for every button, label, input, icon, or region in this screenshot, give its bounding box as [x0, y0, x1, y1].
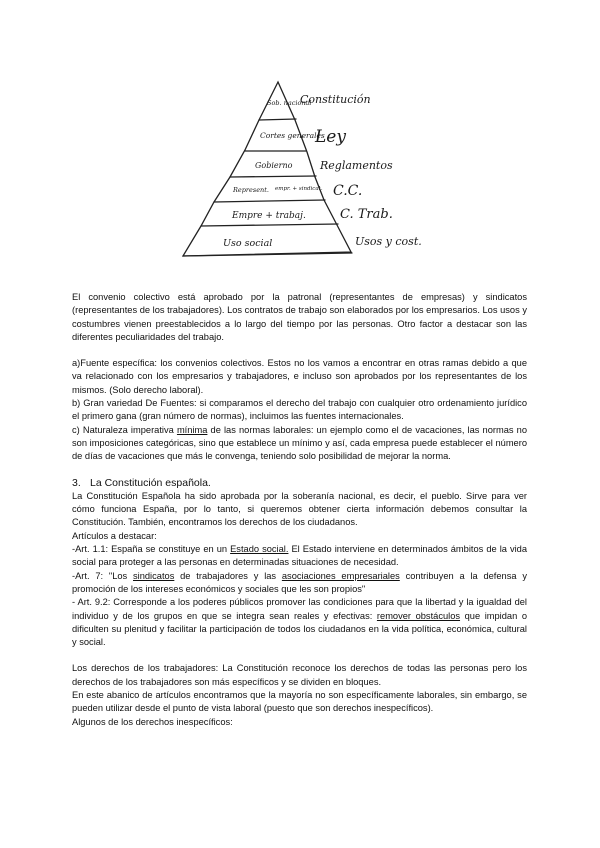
tier-5-inner: Empre + trabaj. [232, 211, 306, 221]
article-7-underline-1: sindicatos [133, 570, 175, 581]
hierarchy-pyramid-sketch [175, 80, 425, 280]
article-1-1-underline: Estado social. [230, 544, 289, 555]
article-7-text-mid: de trabajadores y las [174, 570, 282, 581]
tier-2-inner: Cortes generales [260, 131, 325, 140]
point-c-underline: mínima [176, 424, 208, 435]
point-b: b) Gran variedad De Fuentes: si comparamos el derecho del trabajo con cualquier otro ordenamiento jurídico el primero gana (gran número de normas), incluimos las fuentes internacionales. [72, 398, 527, 422]
tier-1-outer: Constitución [300, 93, 371, 106]
constitution-paragraph: La Constitución Española ha sido aprobada por la soberanía nacional, es decir, el pueblo. Sirve para ver cómo funciona España, por lo tanto, si queremos obtener cierta información debemos consultar la Constitución. También, encontramos los derechos de los ciudadanos. [72, 490, 527, 528]
article-7 [72, 570, 527, 597]
tier-line-4 [214, 200, 325, 202]
tier-5-outer: C. Trab. [340, 207, 393, 222]
tier-2-outer: Ley [315, 127, 346, 147]
point-c-text: c) Naturaleza imperativa [72, 424, 177, 435]
tier-1-inner: Sob. nacional [267, 99, 312, 107]
articles-range-paragraph: En este abanico de artículos encontramos que la mayoría no son específicamente laborales, sin embargo, se pueden utilizar desde el punto de vista laboral (puesto que son derechos inespecíficos). [72, 690, 527, 714]
tier-line-3 [230, 176, 316, 177]
article-9-2 [72, 596, 527, 649]
article-7-text-end: contribuyen a la defensa y promoción de los intereses económicos y sociales que les son propios" [72, 570, 527, 594]
tier-line-1 [259, 119, 296, 120]
tier-4-outer: C.C. [333, 183, 363, 199]
article-9-2-text: - Art. 9.2: Corresponde a los poderes públicos promover las condiciones para que la libertad y la igualdad del individuo y de los grupos en que se integra sean reales y efectivas: [72, 597, 527, 621]
tier-4-inner-2: empr. + sindicat. [275, 186, 323, 192]
article-1-1 [72, 543, 527, 570]
article-9-2-underline: remover obstáculos [376, 610, 461, 621]
tier-line-5 [201, 224, 338, 226]
point-c [72, 424, 527, 464]
intro-paragraph: El convenio colectivo está aprobado por la patronal (representantes de empresas) y sindicatos (representantes de los trabajadores). Los contratos de trabajo son elaborados por los empresarios. Los usos y costumbres vienen preestablecidos a lo largo del tiempo por las personas. Otro factor a destacar son las diferentes peculiaridades del trabajo. [72, 292, 527, 342]
tier-6-inner: Uso social [223, 238, 273, 249]
article-1-1-text-end: El Estado interviene en determinados ámbitos de la vida social para proteger a las personas en determinadas situaciones de necesidad. [72, 544, 527, 568]
tier-3-inner: Gobierno [255, 161, 293, 170]
tier-3-outer: Reglamentos [320, 159, 393, 172]
tier-6-outer: Usos y cost. [355, 235, 422, 248]
workers-rights-paragraph: Los derechos de los trabajadores: La Constitución reconoce los derechos de todas las personas pero los derechos de los trabajadores son más específicos y se dividen en bloques. [72, 663, 527, 687]
article-1-1-text: -Art. 1.1: España se constituye en un [72, 544, 231, 555]
articles-label: Artículos a destacar: [72, 530, 157, 541]
article-7-underline-2: asociaciones empresariales [281, 570, 400, 581]
tier-4-inner: Represent. [233, 186, 269, 194]
document-body [72, 291, 527, 729]
section-number: 3. [72, 476, 81, 489]
point-c-text-end: de las normas laborales: un ejemplo como el de vacaciones, las normas no son imposiciones categóricas, sino que establece un mínimo y así, cada empresa puede establecer el número de días de vacaciones que más le convenga, teniendo solo posibilidad de mejorar la norma. [72, 424, 527, 462]
point-a: a)Fuente específica: los convenios colectivos. Estos no los vamos a encontrar en otras ramas debido a que va relacionado con los empresarios y trabajadores, e incluso son aprobados por los representantes de los mismos. (Solo derecho laboral). [72, 358, 527, 395]
section-heading [72, 477, 527, 490]
nonspecific-rights-label: Algunos de los derechos inespecíficos: [72, 716, 233, 727]
section-title: La Constitución española. [90, 476, 211, 489]
article-9-2-text-end: que impidan o dificulten su plenitud y facilitar la participación de todos los ciudadanos en la vida política, económica, cultural y social. [72, 610, 527, 648]
article-7-text: -Art. 7: "Los [72, 570, 133, 581]
